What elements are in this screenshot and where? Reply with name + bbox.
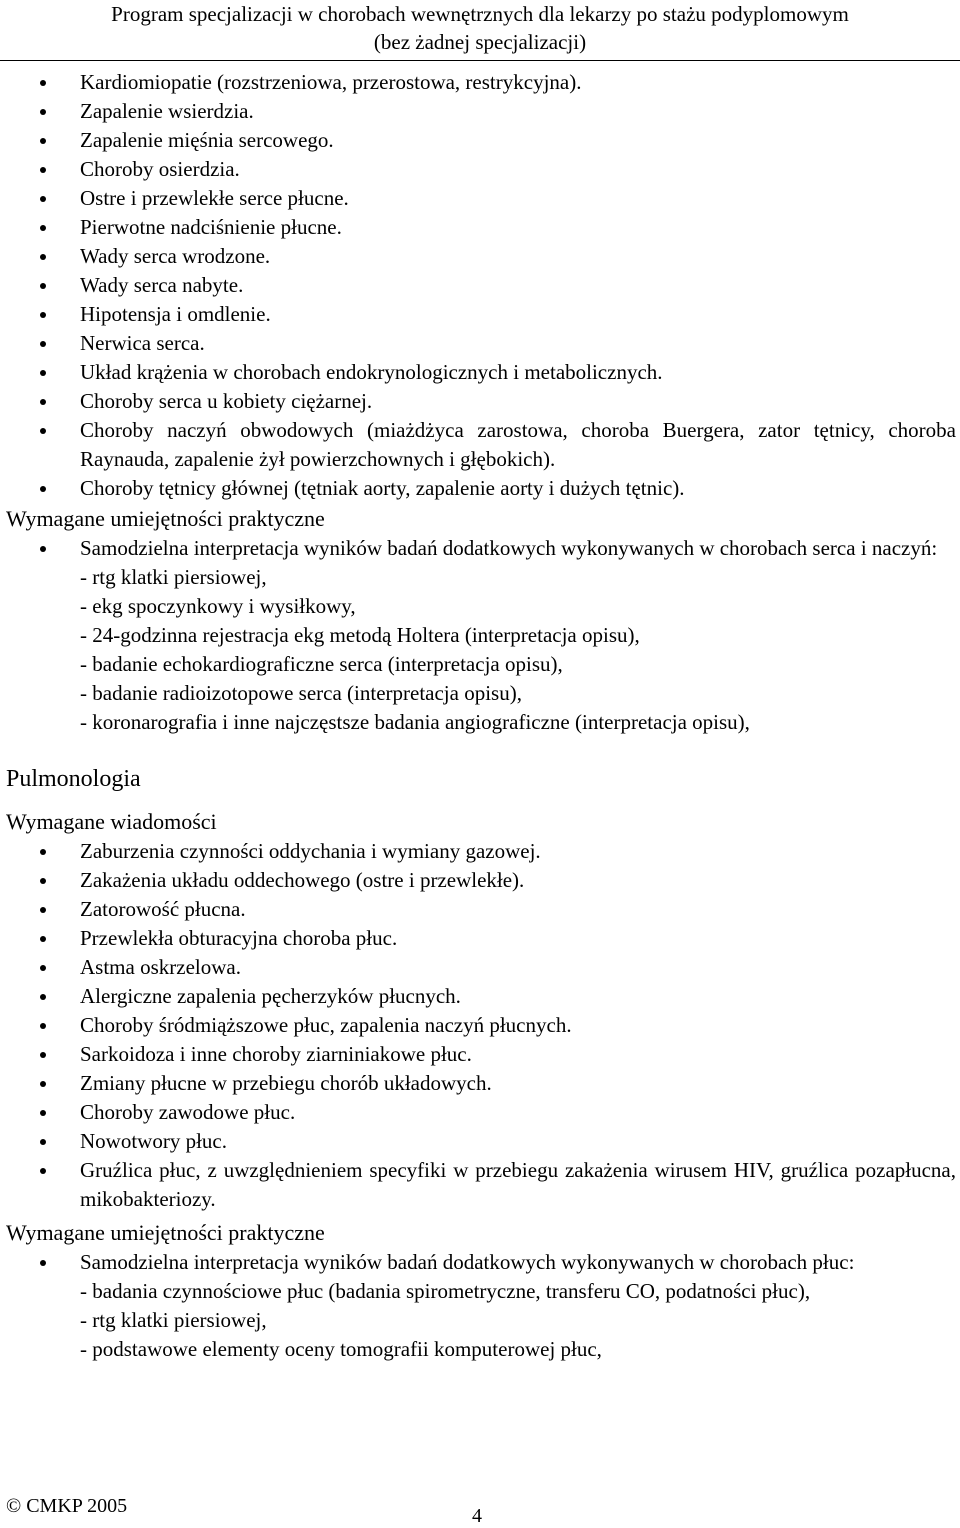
pulmonology-knowledge-heading: Wymagane wiadomości [6,809,217,834]
cardiology-knowledge-list [0,68,960,503]
list-item: Układ krążenia w chorobach endokrynologicznych i metabolicznych. [0,358,960,387]
list-item: Ostre i przewlekłe serce płucne. [0,184,960,213]
list-item: Zapalenie wsierdzia. [0,97,960,126]
list-item: Samodzielna interpretacja wyników badań dodatkowych wykonywanych w chorobach serca i naczyń: [0,534,960,563]
list-item: Choroby osierdzia. [0,155,960,184]
list-item: Astma oskrzelowa. [0,953,960,982]
header-title-line1: Program specjalizacji w chorobach wewnętrznych dla lekarzy po stażu podyplomowym [111,2,849,26]
list-item: Hipotensja i omdlenie. [0,300,960,329]
skill-subline: - ekg spoczynkowy i wysiłkowy, [80,594,356,618]
pulmonology-knowledge-list [0,837,960,1214]
skill-subline: - rtg klatki piersiowej, [80,1308,267,1332]
list-item: Choroby tętnicy głównej (tętniak aorty, zapalenie aorty i dużych tętnic). [0,474,960,503]
list-item: Choroby zawodowe płuc. [0,1098,960,1127]
list-item: Wady serca nabyte. [0,271,960,300]
list-item: Przewlekła obturacyjna choroba płuc. [0,924,960,953]
skill-subline: - 24-godzinna rejestracja ekg metodą Holtera (interpretacja opisu), [80,623,640,647]
list-item: Sarkoidoza i inne choroby ziarniniakowe płuc. [0,1040,960,1069]
skill-subline: - podstawowe elementy oceny tomografii komputerowej płuc, [80,1337,602,1361]
list-item: Choroby śródmiąższowe płuc, zapalenia naczyń płucnych. [0,1011,960,1040]
pulmonology-skills-heading: Wymagane umiejętności praktyczne [6,1220,325,1245]
page-header [0,0,960,61]
skill-subline: - badanie echokardiograficzne serca (interpretacja opisu), [80,652,563,676]
list-item: Zapalenie mięśnia sercowego. [0,126,960,155]
list-item: Kardiomiopatie (rozstrzeniowa, przerostowa, restrykcyjna). [0,68,960,97]
list-item: Gruźlica płuc, z uwzględnieniem specyfiki w przebiegu zakażenia wirusem HIV, gruźlica pozapłucna, mikobakteriozy. [0,1156,960,1214]
section-title: Pulmonologia [6,766,141,792]
skill-subline: - rtg klatki piersiowej, [80,565,267,589]
list-item: Zatorowość płucna. [0,895,960,924]
list-item: Zaburzenia czynności oddychania i wymiany gazowej. [0,837,960,866]
list-item: Zmiany płucne w przebiegu chorób układowych. [0,1069,960,1098]
page-content [0,68,960,1364]
header-title-line2: (bez żadnej specjalizacji) [373,30,587,54]
footer-copyright: © CMKP 2005 [6,1495,128,1517]
list-item: Nerwica serca. [0,329,960,358]
list-item: Zakażenia układu oddechowego (ostre i przewlekłe). [0,866,960,895]
cardiology-skills-list [0,534,960,563]
list-item: Choroby serca u kobiety ciężarnej. [0,387,960,416]
page-number: 4 [472,1505,482,1527]
list-item: Samodzielna interpretacja wyników badań dodatkowych wykonywanych w chorobach płuc: [0,1248,960,1277]
list-item: Choroby naczyń obwodowych (miażdżyca zarostowa, choroba Buergera, zator tętnicy, choroba Raynauda, zapalenie żył powierzchownych i głębokich). [0,416,960,474]
skill-subline: - badania czynnościowe płuc (badania spirometryczne, transferu CO, podatności płuc), [80,1279,811,1303]
pulmonology-skills-list [0,1248,960,1277]
list-item: Alergiczne zapalenia pęcherzyków płucnych. [0,982,960,1011]
list-item: Wady serca wrodzone. [0,242,960,271]
list-item: Nowotwory płuc. [0,1127,960,1156]
skill-subline: - koronarografia i inne najczęstsze badania angiograficzne (interpretacja opisu), [80,710,750,734]
list-item: Pierwotne nadciśnienie płucne. [0,213,960,242]
skill-subline: - badanie radioizotopowe serca (interpretacja opisu), [80,681,522,705]
cardiology-skills-heading: Wymagane umiejętności praktyczne [6,506,325,531]
